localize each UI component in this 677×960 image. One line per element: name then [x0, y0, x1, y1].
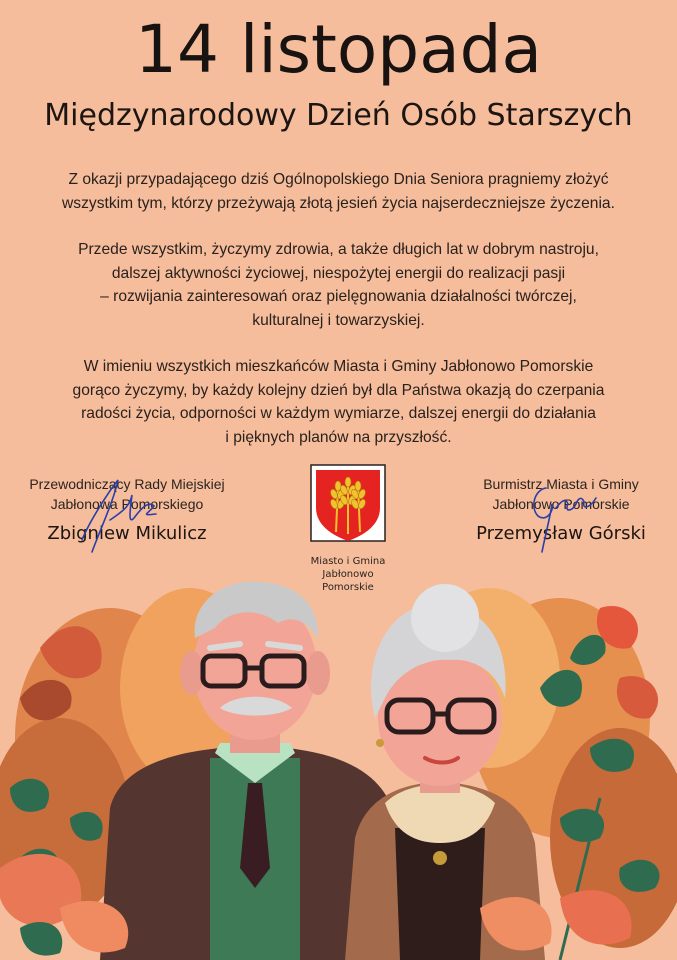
text-line: kulturalnej i towarzyskiej.: [252, 311, 425, 329]
crest-caption-line: Jabłonowo Pomorskie: [322, 569, 374, 593]
coat-of-arms-icon: [310, 464, 386, 546]
text-line: wszystkim tym, którzy przeżywają złotą jesień życia najserdeczniejsze życzenia.: [62, 194, 615, 212]
signer-name: Zbigniew Mikulicz: [47, 523, 207, 544]
elderly-couple-autumn-illustration: [0, 568, 677, 960]
paragraph-1: [20, 168, 657, 215]
text-line: Przede wszystkim, życzymy zdrowia, a także długich lat w dobrym nastroju,: [78, 241, 599, 258]
text-line: – rozwijania zainteresowań oraz pielęgnowania działalności twórczej,: [100, 288, 577, 305]
page-subtitle: Międzynarodowy Dzień Osób Starszych: [44, 98, 633, 133]
signer-role: Przewodniczący Rady Miejskiej: [29, 476, 225, 492]
date-title: 14 listopada: [135, 11, 542, 88]
text-line: dalszej aktywności życiowej, niespożytej energii do realizacji pasji: [111, 264, 566, 282]
text-line: W imieniu wszystkich mieszkańców Miasta i Gminy Jabłonowo Pomorskie: [83, 358, 594, 375]
signer-role: Jabłonowo Pomorskie: [492, 496, 630, 512]
paragraph-2: [20, 238, 657, 332]
text-line: radości życia, odporności w każdym wymiarze, dalszej energii do działania: [81, 405, 596, 422]
greeting-text: [20, 168, 657, 472]
signer-name: Przemysław Górski: [476, 523, 646, 544]
text-line: i pięknych planów na przyszłość.: [225, 428, 452, 446]
signer-role: Burmistrz Miasta i Gminy: [483, 476, 639, 492]
signature-block-left: [12, 474, 242, 544]
text-line: gorąco życzymy, by każdy kolejny dzień był dla Państwa okazją do czerpania: [72, 381, 605, 399]
crest-caption-line: Miasto i Gmina: [310, 556, 386, 567]
text-line: Z okazji przypadającego dziś Ogólnopolskiego Dnia Seniora pragniemy złożyć: [68, 171, 609, 188]
signature-block-right: [446, 474, 676, 544]
signer-role: Jabłonowa Pomorskiego: [50, 496, 204, 512]
paragraph-3: [20, 355, 657, 449]
